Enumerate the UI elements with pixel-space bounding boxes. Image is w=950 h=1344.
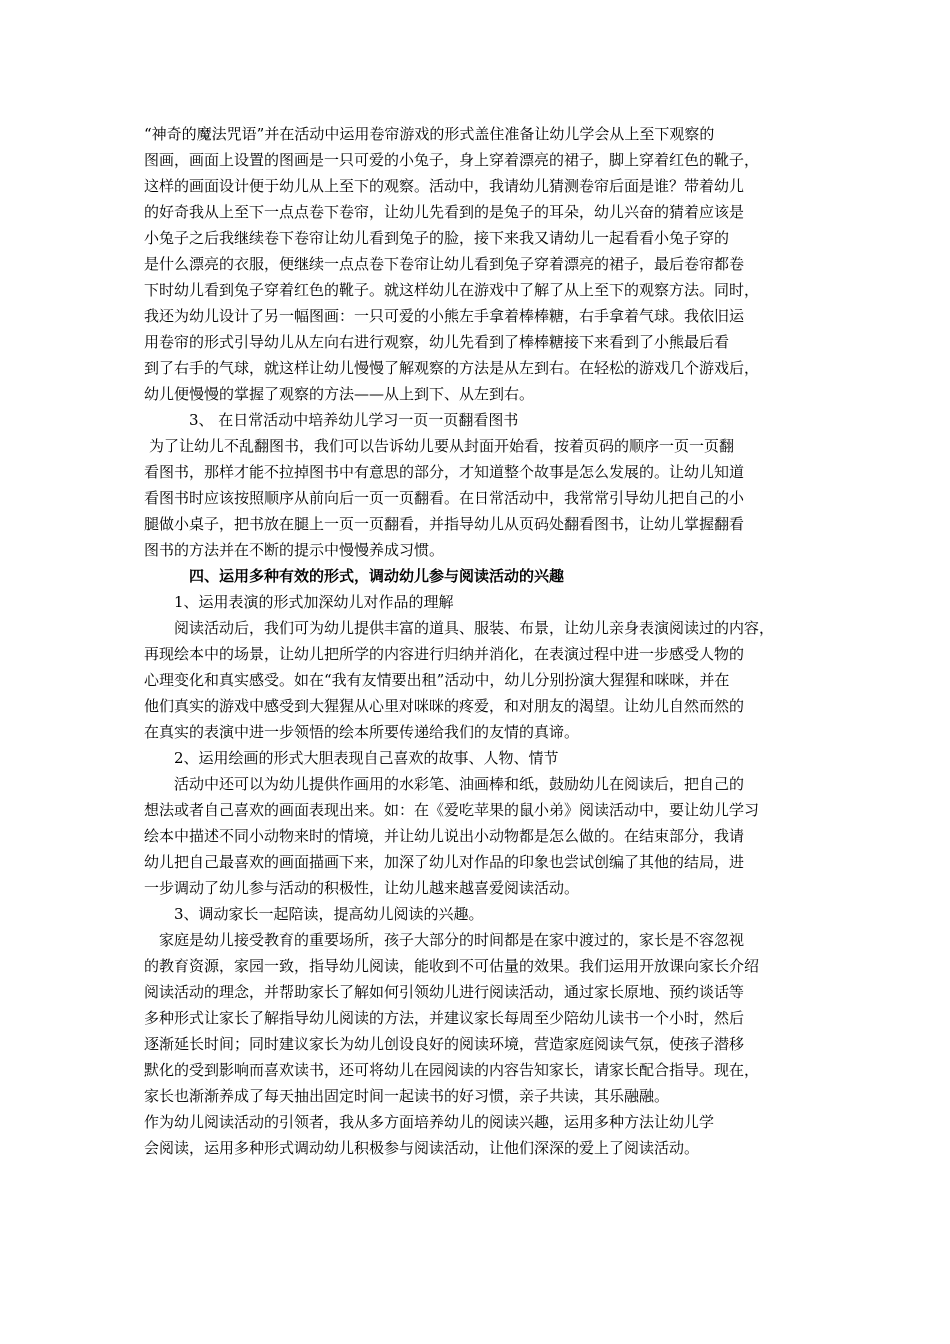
paragraph-line: 再现绘本中的场景，让幼儿把所学的内容进行归纳并消化，在表演过程中进一步感受人物的 xyxy=(144,645,745,663)
section-heading-3: 3、 在日常活动中培养幼儿学习一页一页翻看图书 xyxy=(189,411,519,429)
paragraph-line: 图画，画面上设置的图画是一只可爱的小兔子，身上穿着漂亮的裙子，脚上穿着红色的靴子， xyxy=(144,151,760,169)
paragraph-line: 阅读活动后，我们可为幼儿提供丰富的道具、服装、布景，让幼儿亲身表演阅读过的内容， xyxy=(174,619,775,637)
paragraph-line: 他们真实的游戏中感受到大猩猩从心里对咪咪的疼爱，和对朋友的渴望。让幼儿自然而然的 xyxy=(144,697,745,715)
paragraph-line: 一步调动了幼儿参与活动的积极性，让幼儿越来越喜爱阅读活动。 xyxy=(144,879,580,897)
paragraph-line: 幼儿把自己最喜欢的画面描画下来，加深了幼儿对作品的印象也尝试创编了其他的结局，进 xyxy=(144,853,745,871)
paragraph-line: 为了让幼儿不乱翻图书，我们可以告诉幼儿要从封面开始看，按着页码的顺序一页一页翻 xyxy=(149,437,735,455)
paragraph-line: 下时幼儿看到兔子穿着红色的靴子。就这样幼儿在游戏中了解了从上至下的观察方法。同时， xyxy=(144,281,760,299)
paragraph-line: 这样的画面设计便于幼儿从上至下的观察。活动中，我请幼儿猜测卷帘后面是谁？带着幼儿 xyxy=(144,177,745,195)
paragraph-line: 到了右手的气球，就这样让幼儿慢慢了解观察的方法是从左到右。在轻松的游戏几个游戏后， xyxy=(144,359,760,377)
paragraph-line: 是什么漂亮的衣服，便继续一点点卷下卷帘让幼儿看到兔子穿着漂亮的裙子，最后卷帘都卷 xyxy=(144,255,745,273)
paragraph-line: 作为幼儿阅读活动的引领者，我从多方面培养幼儿的阅读兴趣，运用多种方法让幼儿学 xyxy=(144,1113,715,1131)
paragraph-line: 幼儿便慢慢的掌握了观察的方法——从上到下、从左到右。 xyxy=(144,385,535,403)
paragraph-line: 默化的受到影响而喜欢读书，还可将幼儿在园阅读的内容告知家长，请家长配合指导。现在， xyxy=(144,1061,760,1079)
section-heading-4: 四、运用多种有效的形式，调动幼儿参与阅读活动的兴趣 xyxy=(189,567,565,585)
paragraph-line: 家长也渐渐养成了每天抽出固定时间一起读书的好习惯，亲子共读，其乐融融。 xyxy=(144,1087,670,1105)
paragraph-line: “神奇的魔法咒语”并在活动中运用卷帘游戏的形式盖住准备让幼儿学会从上至下观察的 xyxy=(144,125,715,143)
paragraph-line: 用卷帘的形式引导幼儿从左向右进行观察，幼儿先看到了棒棒糖接下来看到了小熊最后看 xyxy=(144,333,730,351)
paragraph-line: 看图书时应该按照顺序从前向后一页一页翻看。在日常活动中，我常常引导幼儿把自己的小 xyxy=(144,489,745,507)
paragraph-line: 我还为幼儿设计了另一幅图画：一只可爱的小熊左手拿着棒棒糖，右手拿着气球。我依旧运 xyxy=(144,307,745,325)
paragraph-line: 绘本中描述不同小动物来时的情境，并让幼儿说出小动物都是怎么做的。在结束部分，我请 xyxy=(144,827,745,845)
paragraph-line: 的教育资源，家园一致，指导幼儿阅读，能收到不可估量的效果。我们运用开放课向家长介绍 xyxy=(144,957,760,975)
paragraph-line: 多种形式让家长了解指导幼儿阅读的方法，并建议家长每周至少陪幼儿读书一个小时，然后 xyxy=(144,1009,745,1027)
paragraph-line: 的好奇我从上至下一点点卷下卷帘，让幼儿先看到的是兔子的耳朵，幼儿兴奋的猜着应该是 xyxy=(144,203,745,221)
paragraph-line: 看图书，那样才能不拉掉图书中有意思的部分，才知道整个故事是怎么发展的。让幼儿知道 xyxy=(144,463,745,481)
paragraph-line: 会阅读，运用多种形式调动幼儿积极参与阅读活动，让他们深深的爱上了阅读活动。 xyxy=(144,1139,700,1157)
paragraph-line: 想法或者自己喜欢的画面表现出来。如：在《爱吃苹果的鼠小弟》阅读活动中，要让幼儿学习 xyxy=(144,801,760,819)
subsection-heading-1: 1、运用表演的形式加深幼儿对作品的理解 xyxy=(174,593,454,611)
subsection-heading-2: 2、运用绘画的形式大胆表现自己喜欢的故事、人物、情节 xyxy=(174,749,559,767)
paragraph-line: 家庭是幼儿接受教育的重要场所，孩子大部分的时间都是在家中渡过的，家长是不容忽视 xyxy=(159,931,745,949)
document-page xyxy=(144,121,814,1161)
paragraph-line: 在真实的表演中进一步领悟的绘本所要传递给我们的友情的真谛。 xyxy=(144,723,580,741)
paragraph-line: 小兔子之后我继续卷下卷帘让幼儿看到兔子的脸，接下来我又请幼儿一起看看小兔子穿的 xyxy=(144,229,730,247)
paragraph-line: 活动中还可以为幼儿提供作画用的水彩笔、油画棒和纸，鼓励幼儿在阅读后，把自己的 xyxy=(174,775,745,793)
paragraph-line: 腿做小桌子，把书放在腿上一页一页翻看，并指导幼儿从页码处翻看图书，让幼儿掌握翻看 xyxy=(144,515,745,533)
paragraph-line: 阅读活动的理念，并帮助家长了解如何引领幼儿进行阅读活动，通过家长原地、预约谈话等 xyxy=(144,983,745,1001)
paragraph-line: 逐渐延长时间；同时建议家长为幼儿创设良好的阅读环境，营造家庭阅读气氛，使孩子潜移 xyxy=(144,1035,745,1053)
paragraph-line: 心理变化和真实感受。如在“我有友情要出租”活动中，幼儿分别扮演大猩猩和咪咪，并在 xyxy=(144,671,730,689)
subsection-heading-3: 3、调动家长一起陪读，提高幼儿阅读的兴趣。 xyxy=(174,905,484,923)
paragraph-line: 图书的方法并在不断的提示中慢慢养成习惯。 xyxy=(144,541,445,559)
